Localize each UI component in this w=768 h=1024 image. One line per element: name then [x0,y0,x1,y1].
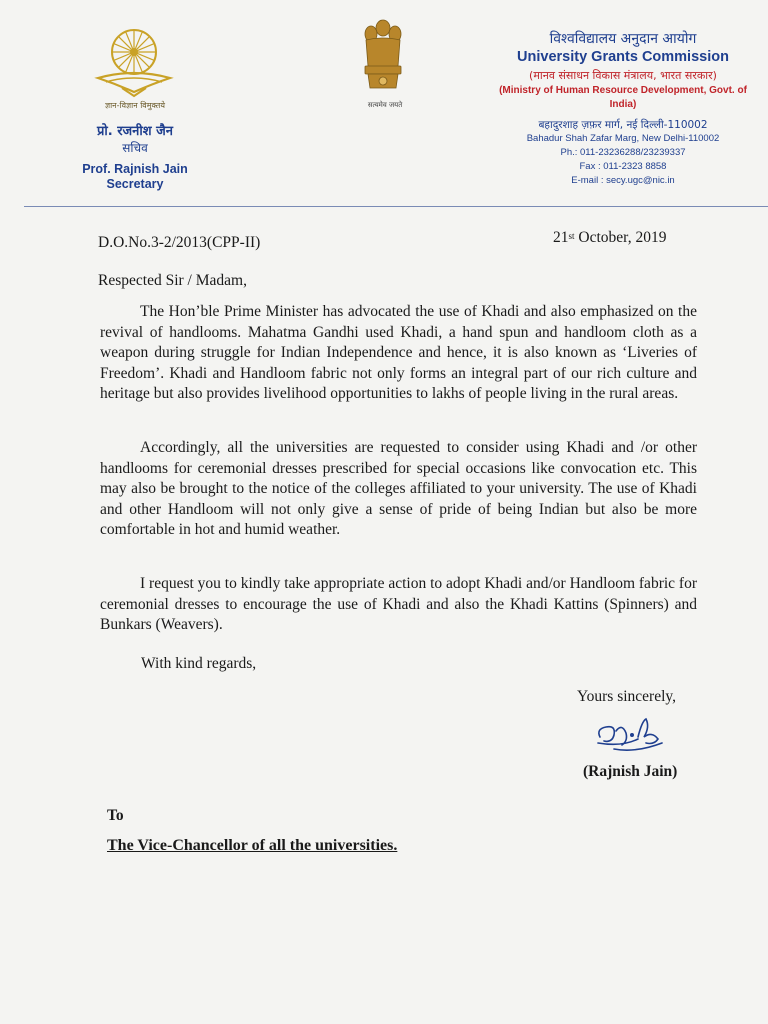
secretary-block [40,124,230,192]
phone: Ph.: 011-23236288/23239337 [560,147,686,158]
org-name-hindi: विश्वविद्यालय अनुदान आयोग [549,31,697,47]
date-suffix: st [568,231,575,241]
ashoka-emblem-icon [360,18,406,100]
address: Bahadur Shah Zafar Marg, New Delhi-110002 [526,133,720,144]
reference-number: D.O.No.3-2/2013(CPP-II) [98,234,261,251]
handwritten-signature-icon [592,713,668,755]
org-name: University Grants Commission [517,49,729,65]
paragraph-1 [100,302,697,405]
regards: With kind regards, [141,655,257,672]
letter-date [553,228,666,249]
addressee: The Vice-Chancellor of all the universities. [107,837,398,854]
email: E-mail : secy.ugc@nic.in [571,175,675,186]
address-hindi: बहादुरशाह ज़फ़र मार्ग, नई दिल्ली-110002 [538,119,708,131]
secretary-title: Secretary [106,177,164,191]
paragraph-3 [100,574,697,636]
ugc-motto: ज्ञान-विज्ञान विमुक्तये [104,101,166,110]
ugc-lotus-logo-icon [92,22,176,100]
organization-block [488,30,758,188]
to-label: To [107,807,124,824]
date-rest: October, 2019 [574,229,667,246]
paragraph-2-text: Accordingly, all the universities are requested to consider using Khadi and /or other handlooms for ceremonial dresses prescribed for special occasions like convocation etc. This may also be brought to the notice of the colleges affiliated to your university. The use of Khadi and other Handloom will not only give a sense of pride of being Indian but also be more comfortable in hot and humid weather. [100,439,697,538]
salutation: Respected Sir / Madam, [98,272,247,289]
ministry: (Ministry of Human Resource Development, Govt. of India) [499,85,747,110]
paragraph-2 [100,438,697,541]
secretary-name: Prof. Rajnish Jain [82,162,188,176]
header-divider [24,206,768,207]
ministry-hindi: (मानव संसाधन विकास मंत्रालय, भारत सरकार) [529,69,717,82]
paragraph-3-text: I request you to kindly take appropriate action to adopt Khadi and/or Handloom fabric for ceremonial dresses to encourage the use of Khadi and also the Khadi Kattins (Spinners) and Bunkars (Weavers). [100,575,697,633]
date-day: 21 [553,229,569,246]
secretary-name-hindi: प्रो. रजनीश जैन [96,124,173,139]
closing: Yours sincerely, [577,688,677,705]
fax: Fax : 011-2323 8858 [579,161,667,172]
secretary-title-hindi: सचिव [122,141,148,155]
emblem-motto: सत्यमेव जयते [367,101,403,109]
signer-name: (Rajnish Jain) [583,763,678,780]
paragraph-1-text: The Hon’ble Prime Minister has advocated the use of Khadi and also emphasized on the revival of handlooms. Mahatma Gandhi used Khadi, a hand spun and handloom cloth as a weapon during struggle for Indian Independence and hence, it is also known as ‘Liveries of Freedom’. Khadi and Handloom fabric not only forms an integral part of our rich culture and heritage but also provides livelihood opportunities to lakhs of people living in the rural areas. [100,303,697,402]
